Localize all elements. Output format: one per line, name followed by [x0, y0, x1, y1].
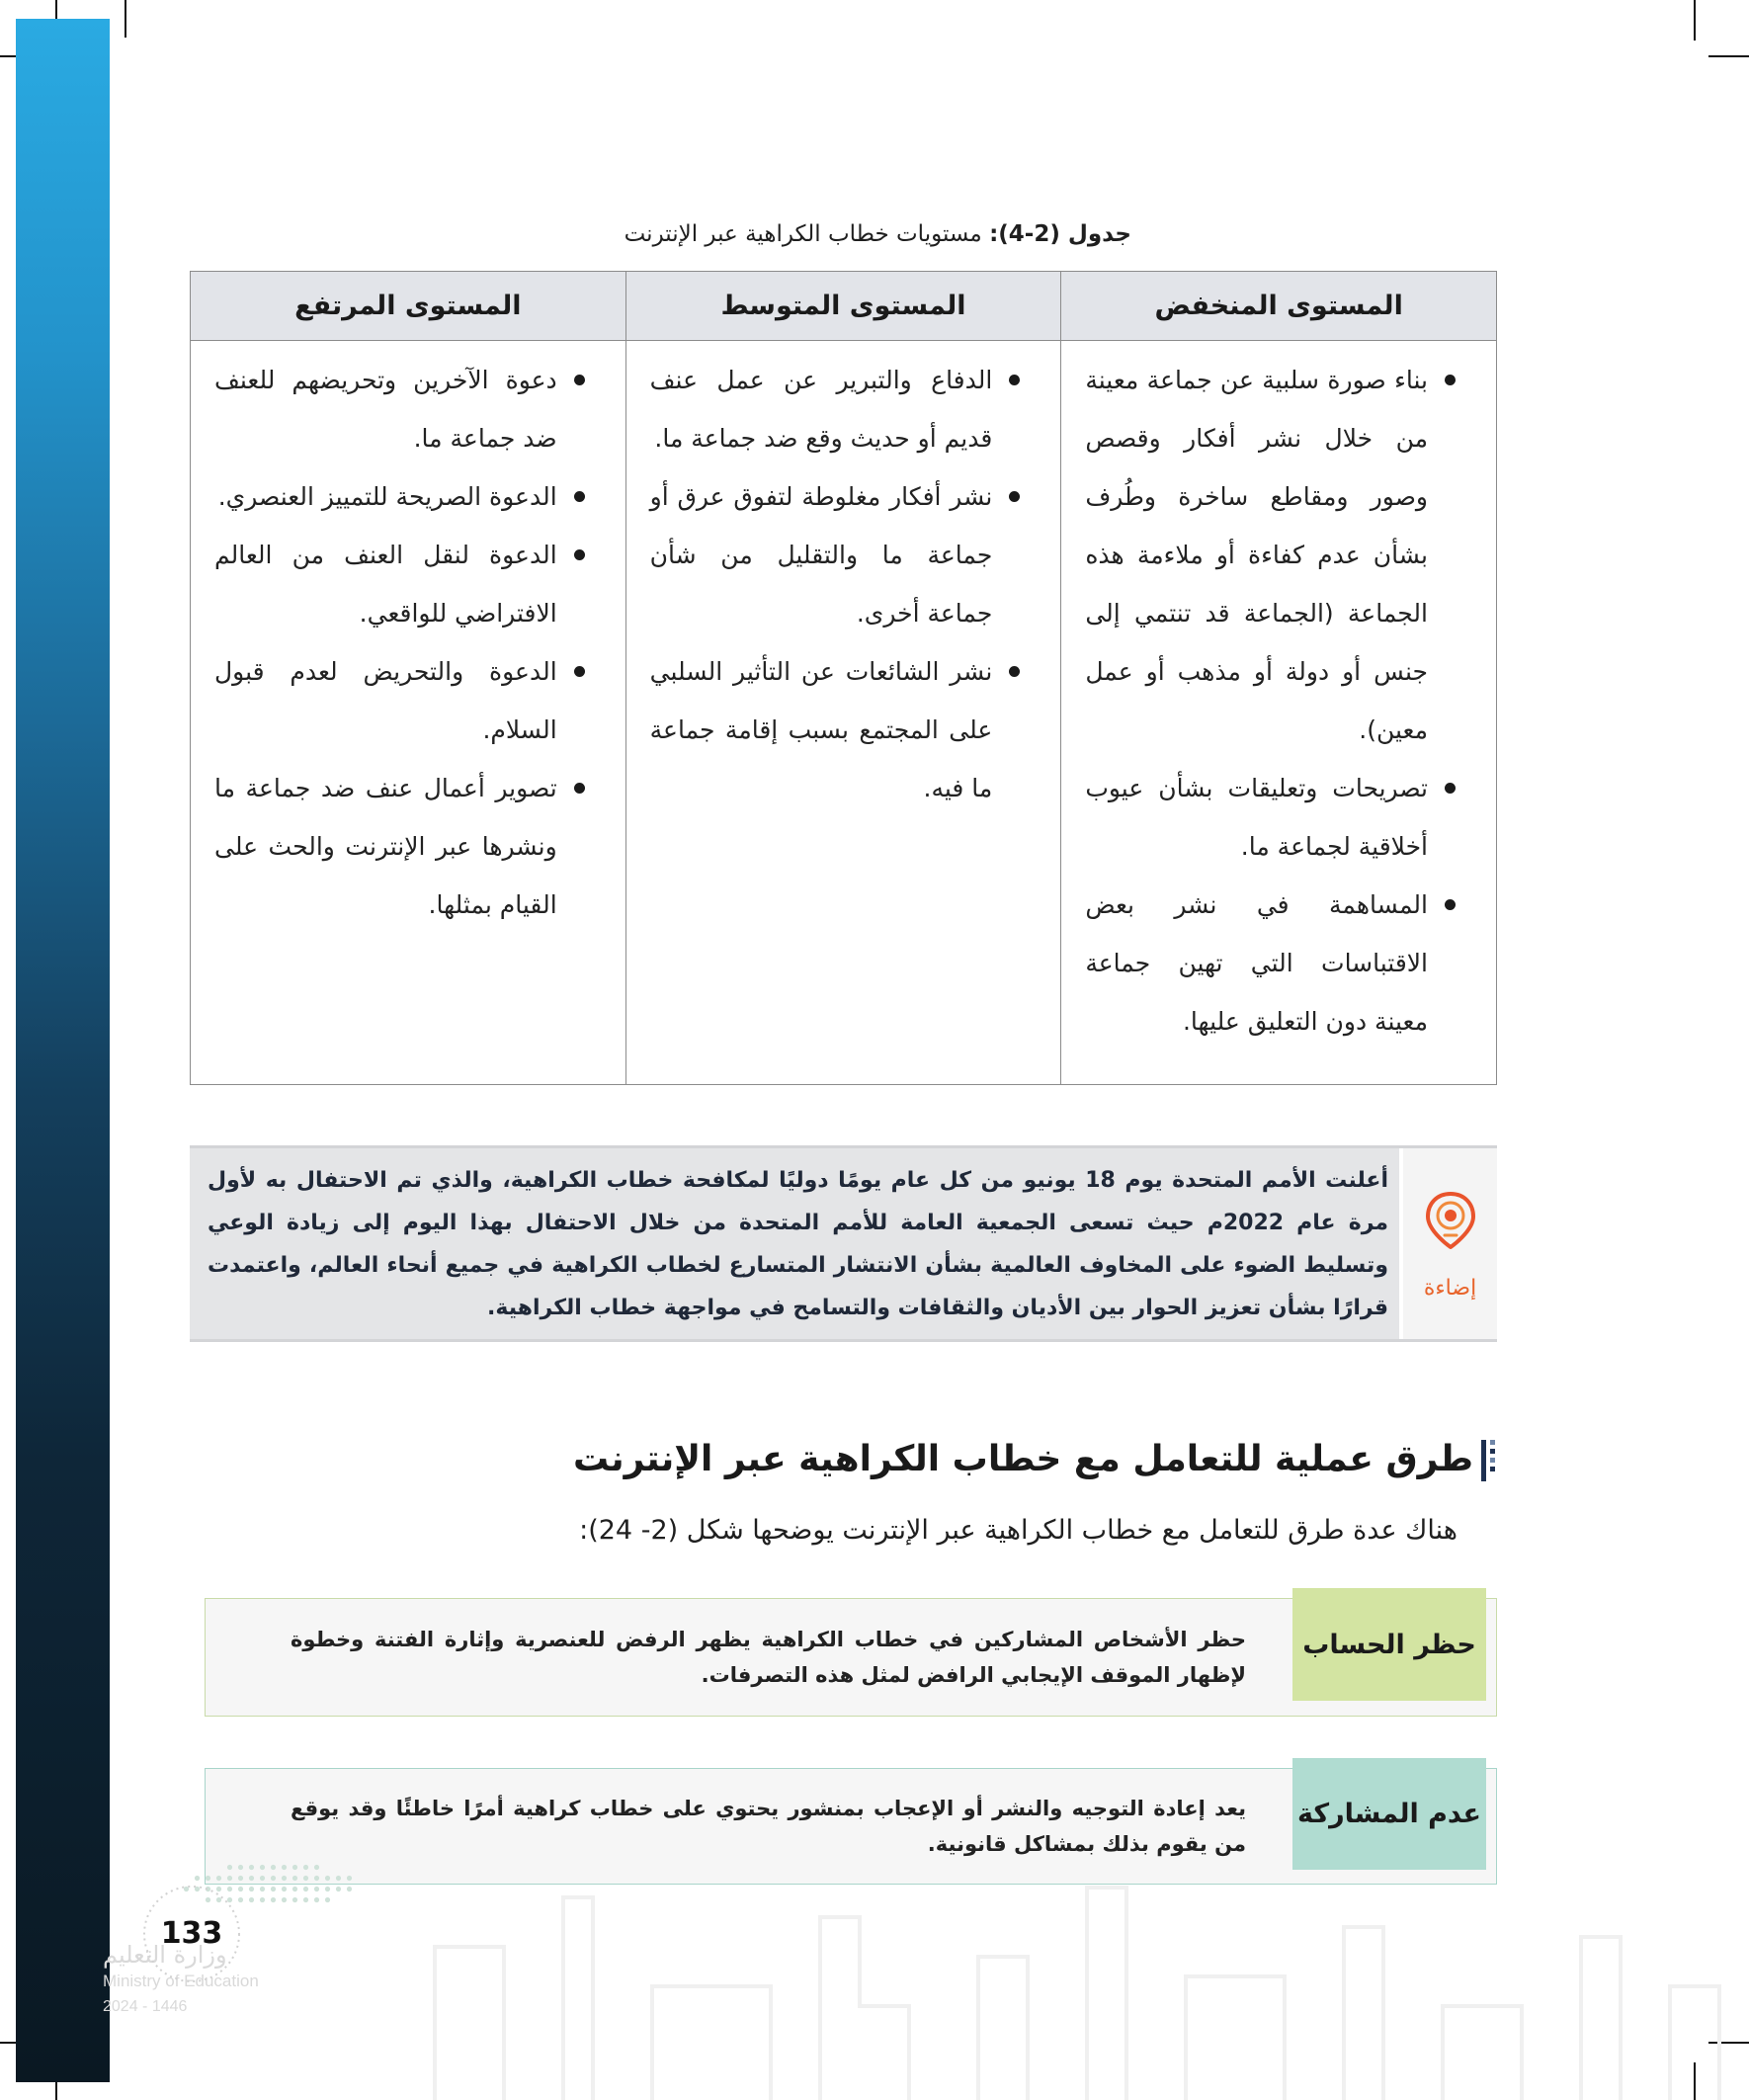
ministry-name-english: Ministry of Education	[103, 1972, 259, 1990]
bullet-item: بناء صورة سلبية عن جماعة معينة من خلال نشر أفكار وقصص وصور ومقاطع ساخرة وطُرف بشأن عدم كفاءة أو ملاءمة هذه الجماعة (الجماعة قد تنتمي إلى جنس أو دولة أو مذهب أو عمل معين).	[1085, 351, 1428, 759]
crop-mark	[1694, 0, 1696, 41]
section-title: طرق عملية للتعامل مع خطاب الكراهية عبر الإنترنت	[572, 1439, 1473, 1479]
bullet-item: تصوير أعمال عنف ضد جماعة ما ونشرها عبر الإنترنت والحث على القيام بمثلها.	[214, 759, 557, 934]
bullet-item: الدعوة الصريحة للتمييز العنصري.	[214, 467, 557, 526]
section-intro: هناك عدة طرق للتعامل مع خطاب الكراهية عبر الإنترنت يوضحها شكل (2- 24):	[579, 1515, 1458, 1546]
method-card-no-sharing	[205, 1768, 1497, 1885]
hate-speech-levels-table	[190, 271, 1497, 1085]
crop-mark	[1708, 55, 1749, 57]
highlight-text: أعلنت الأمم المتحدة يوم 18 يونيو من كل عام يومًا دوليًا لمكافحة خطاب الكراهية، والذي تم الاحتفال به لأول مرة عام 2022م حيث تسعى الجمعية العامة للأمم المتحدة من خلال الاحتفال بهذا اليوم إلى زيادة الوعي وتسليط الضوء على المخاوف العالمية بشأن الانتشار المتسارع لخطاب الكراهية في جميع أنحاء العالم، واعتمدت قرارًا بشأن تعزيز الحوار بين الأديان والثقافات والتسامح في مواجهة خطاب الكراهية.	[190, 1148, 1399, 1339]
table-caption	[625, 219, 1131, 249]
page-number: 133	[160, 1916, 223, 1951]
page-edge-bar	[16, 19, 110, 2082]
column-body	[191, 341, 625, 1084]
column-header	[626, 272, 1061, 341]
bullet-item: نشر الشائعات عن التأثير السلبي على المجتمع بسبب إقامة جماعة ما فيه.	[650, 642, 993, 817]
bullet-item: تصريحات وتعليقات بشأن عيوب أخلاقية لجماعة ما.	[1085, 759, 1428, 876]
table-caption-title: مستويات خطاب الكراهية عبر الإنترنت	[624, 221, 982, 247]
column-body	[626, 341, 1061, 1084]
method-description: حظر الأشخاص المشاركين في خطاب الكراهية يظهر الرفض للعنصرية وإثارة الفتنة وخطوة لإظهار الموقف الإيجابي الرافض لمثل هذه التصرفات.	[291, 1628, 1246, 1687]
bullet-item: نشر أفكار مغلوطة لتفوق عرق أو جماعة ما والتقليل من شأن جماعة أخرى.	[650, 467, 993, 642]
ministry-name-arabic: وزارة التعليم	[103, 1941, 227, 1969]
lightbulb-pin-icon	[1423, 1190, 1478, 1251]
column-header	[1061, 272, 1496, 341]
table-caption-label: جدول (2-4):	[989, 221, 1131, 247]
bullet-list	[650, 351, 993, 817]
bullet-item: الدفاع والتبرير عن عمل عنف قديم أو حديث وقع ضد جماعة ما.	[650, 351, 993, 467]
column-medium-level	[625, 272, 1061, 1084]
bullet-item: الدعوة لنقل العنف من العالم الافتراضي للواقعي.	[214, 526, 557, 642]
column-body	[1061, 341, 1496, 1084]
method-label: عدم المشاركة	[1292, 1758, 1486, 1870]
bullet-item: المساهمة في نشر بعض الاقتباسات التي تهين جماعة معينة دون التعليق عليها.	[1085, 876, 1428, 1050]
method-description: يعد إعادة التوجيه والنشر أو الإعجاب بمنشور يحتوي على خطاب كراهية أمرًا خاطئًا وقد يوقع من يقوم بذلك بمشاكل قانونية.	[291, 1797, 1246, 1856]
column-high-level	[191, 272, 625, 1084]
method-label: حظر الحساب	[1292, 1588, 1486, 1701]
heading-marker-icon	[1480, 1440, 1497, 1481]
column-header-label: المستوى المتوسط	[720, 291, 966, 321]
highlight-label: إضاءة	[1423, 1276, 1477, 1301]
column-low-level	[1060, 272, 1496, 1084]
highlight-label-panel	[1399, 1148, 1497, 1339]
background-pattern	[395, 1868, 1749, 2100]
crop-mark	[125, 0, 126, 38]
column-header	[191, 272, 625, 341]
bullet-list	[1085, 351, 1428, 1050]
bullet-item: الدعوة والتحريض لعدم قبول السلام.	[214, 642, 557, 759]
bullet-list	[214, 351, 557, 934]
bullet-item: دعوة الآخرين وتحريضهم للعنف ضد جماعة ما.	[214, 351, 557, 467]
method-card-block-account	[205, 1598, 1497, 1717]
column-header-label: المستوى المنخفض	[1154, 291, 1403, 321]
column-header-label: المستوى المرتفع	[294, 291, 522, 321]
edition-year: 2024 - 1446	[103, 1998, 188, 2015]
highlight-callout	[190, 1145, 1497, 1342]
